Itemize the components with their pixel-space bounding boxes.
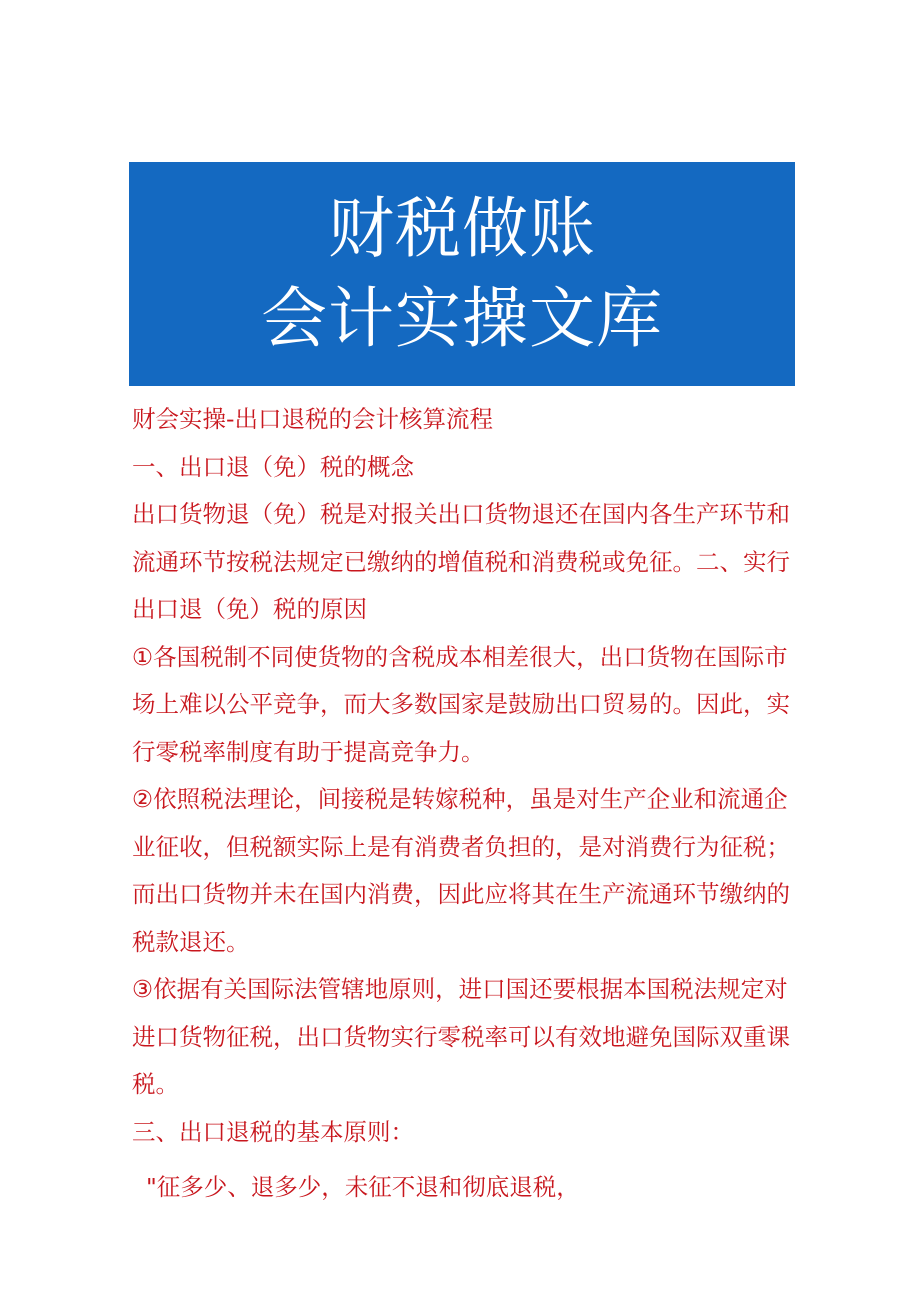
- header-banner: [129, 162, 795, 386]
- banner-title-line-2: 会计实操文库: [261, 280, 663, 357]
- article-body: [132, 396, 800, 1212]
- article-title: 财会实操-出口退税的会计核算流程: [132, 405, 493, 433]
- reason-1-paragraph: ①各国税制不同使货物的含税成本相差很大，出口货物在国际市场上难以公平竞争，而大多数国家是鼓励出口贸易的。因此，实行零税率制度有助于提高竞争力。: [132, 642, 790, 766]
- reason-3-paragraph: ③依据有关国际法管辖地原则，进口国还要根据本国税法规定对进口货物征税，出口货物实行零税率可以有效地避免国际双重课税。: [132, 975, 790, 1098]
- banner-title-line-1: 财税做账: [328, 190, 596, 267]
- reason-2-paragraph: ②依照税法理论，间接税是转嫁税种，虽是对生产企业和流通企业征收，但税额实际上是有消费者负担的，是对消费行为征税；而出口货物并未在国内消费，因此应将其在生产流通环节缴纳的税款退还。: [132, 785, 790, 956]
- section-1-paragraph: 出口货物退（免）税是对报关出口货物退还在国内各生产环节和流通环节按税法规定已缴纳的增值税和消费税或免征。二、实行出口退（免）税的原因: [132, 500, 790, 623]
- section-3-heading: 三、出口退税的基本原则：: [132, 1117, 414, 1146]
- section-1-heading: 一、出口退（免）税的概念: [132, 452, 414, 481]
- principle-quote: "征多少、退多少，未征不退和彻底退税，: [146, 1173, 580, 1201]
